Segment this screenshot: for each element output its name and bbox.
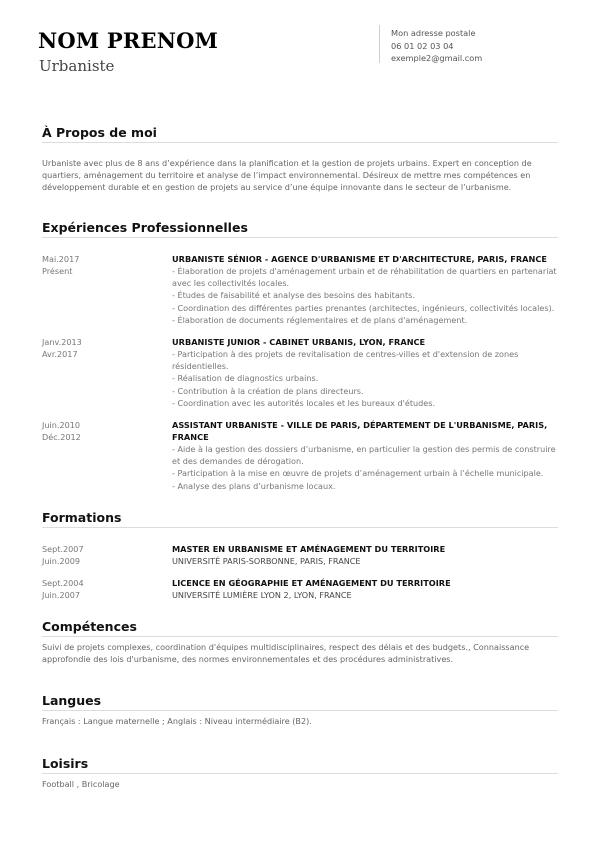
entry-start-date: Sept.2007	[42, 544, 84, 554]
entry-title: URBANISTE JUNIOR - CABINET URBANIS, LYON, FRANCE	[172, 337, 426, 347]
entry-end-date: Juin.2007	[42, 590, 81, 601]
section-title-languages: Langues	[42, 693, 102, 708]
bullet-item: - Participation à des projets de revitalisation de centres-villes et d'extension de zones résidentielles.	[172, 349, 519, 372]
entry-start-date: Janv.2013	[42, 337, 82, 347]
header-divider	[379, 25, 380, 63]
entry-start-date: Sept.2004	[42, 578, 84, 588]
bullet-item: - Analyse des plans d’urbanisme locaux.	[172, 480, 336, 491]
section-divider	[42, 142, 558, 143]
contact-phone: 06 01 02 03 04	[391, 40, 454, 51]
entry-bullets	[172, 443, 557, 492]
entry-end-date: Avr.2017	[42, 349, 78, 360]
school-name: UNIVERSITÉ PARIS-SORBONNE, PARIS, FRANCE	[172, 556, 361, 566]
school-name: UNIVERSITÉ LUMIÈRE LYON 2, LYON, FRANCE	[172, 590, 352, 600]
section-divider	[42, 527, 558, 528]
contact-block	[391, 27, 482, 65]
section-title-about: À Propos de moi	[42, 125, 157, 140]
section-title-hobbies: Loisirs	[42, 756, 89, 771]
entry-end-date: Présent	[42, 266, 73, 277]
bullet-item: - Élaboration de documents réglementaires et de plans d'aménagement.	[172, 314, 468, 325]
section-divider	[42, 636, 558, 637]
hobbies-text: Football , Bricolage	[42, 779, 120, 789]
section-title-experience: Expériences Professionnelles	[42, 220, 248, 235]
entry-end-date: Juin.2009	[42, 556, 81, 567]
entry-details	[172, 577, 557, 601]
bullet-item: - Contribution à la création de plans directeurs.	[172, 385, 364, 396]
entry-bullets	[172, 265, 557, 326]
degree-title: LICENCE EN GÉOGRAPHIE ET AMÉNAGEMENT DU TERRITOIRE	[172, 578, 451, 588]
section-title-skills: Compétences	[42, 619, 137, 634]
entry-details	[172, 253, 557, 326]
bullet-item: - Études de faisabilité et analyse des besoins des habitants.	[172, 290, 415, 301]
languages-text: Français : Langue maternelle ; Anglais : Niveau intermédiaire (B2).	[42, 716, 312, 726]
bullet-item: - Aide à la gestion des dossiers d’urbanisme, en particulier la gestion des permis de construire et des demandes de dérogation.	[172, 444, 556, 467]
entry-dates	[42, 336, 152, 360]
entry-dates	[42, 253, 152, 277]
entry-start-date: Juin.2010	[42, 420, 81, 430]
degree-title: MASTER EN URBANISME ET AMÉNAGEMENT DU TERRITOIRE	[172, 544, 446, 554]
skills-text: Suivi de projets complexes, coordination d'équipes multidisciplinaires, respect des délais et des budgets., Connaissance approfondie des lois d'urbanisme, des normes environnementales et des procédures administratives.	[42, 642, 530, 665]
entry-dates	[42, 543, 152, 567]
entry-end-date: Déc.2012	[42, 432, 81, 443]
entry-details	[172, 419, 557, 492]
entry-bullets	[172, 348, 557, 409]
bullet-item: - Élaboration de projets d'aménagement urbain et de réhabilitation de quartiers en partenariat avec les collectivités locales.	[172, 266, 557, 289]
about-text: Urbaniste avec plus de 8 ans d’expérience dans la planification et la gestion de projets urbains. Expert en conception de quartiers, aménagement du territoire et analyse de l’impact environnemental. Désireux de mettre mes compétences en développement durable et en gestion de projets au service d’une équipe innovante dans le secteur de l’urbanisme.	[42, 158, 532, 193]
section-divider	[42, 773, 558, 774]
contact-address: Mon adresse postale	[391, 28, 476, 38]
bullet-item: - Coordination avec les autorités locales et les bureaux d'études.	[172, 397, 436, 408]
contact-email: exemple2@gmail.com	[391, 53, 483, 63]
entry-start-date: Mai.2017	[42, 254, 80, 264]
candidate-job-title: Urbaniste	[39, 57, 115, 75]
bullet-item: - Coordination des différentes parties prenantes (architectes, ingénieurs, collectivités locales).	[172, 302, 555, 313]
entry-dates	[42, 419, 152, 443]
candidate-name: NOM PRENOM	[38, 28, 219, 53]
bullet-item: - Participation à la mise en œuvre de projets d’aménagement urbain à l’échelle municipale.	[172, 468, 544, 479]
cv-header	[0, 0, 600, 90]
entry-title: ASSISTANT URBANISTE - VILLE DE PARIS, DÉPARTEMENT DE L'URBANISME, PARIS, FRANCE	[172, 420, 548, 442]
bullet-item: - Réalisation de diagnostics urbains.	[172, 373, 319, 384]
section-title-education: Formations	[42, 510, 122, 525]
entry-details	[172, 543, 557, 567]
section-divider	[42, 710, 558, 711]
entry-details	[172, 336, 557, 409]
entry-dates	[42, 577, 152, 601]
entry-title: URBANISTE SÉNIOR - AGENCE D'URBANISME ET D'ARCHITECTURE, PARIS, FRANCE	[172, 254, 547, 264]
section-divider	[42, 237, 558, 238]
